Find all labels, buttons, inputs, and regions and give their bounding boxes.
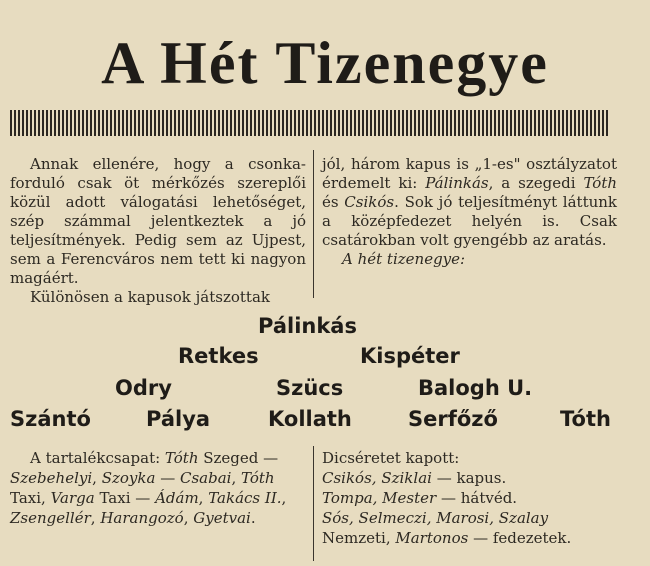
- player-name: Takács II.: [208, 489, 282, 507]
- praise-line: [322, 528, 617, 548]
- text: Taxi —: [94, 489, 156, 507]
- praise-line: [322, 468, 617, 488]
- player-name: Szoyka: [101, 469, 156, 487]
- text: . Sok jó teljesítményt láttunk a középfedezet helyén is. Csak csatárokban volt gyengébb az aratás.: [322, 193, 618, 249]
- text: ,: [90, 509, 101, 527]
- reserves-paragraph: [10, 448, 306, 528]
- text: .: [250, 509, 256, 527]
- praise-line: [322, 508, 617, 528]
- player-back: Retkes: [178, 344, 259, 368]
- player-name: Szebehelyi: [10, 469, 93, 487]
- player-forward: Serfőző: [408, 407, 498, 431]
- player-name: Pálinkás: [425, 174, 489, 192]
- player-name: Varga: [50, 489, 95, 507]
- player-goalkeeper: Pálinkás: [258, 314, 357, 338]
- subheading: A hét tizenegye:: [342, 250, 466, 268]
- text: ,: [183, 509, 194, 527]
- player-half: Odry: [115, 376, 172, 400]
- reserves-column: [10, 448, 306, 528]
- player-forward: Tóth: [560, 407, 611, 431]
- text: jól, három kapus is „1-es" osztályzatot érdemelt ki:: [322, 155, 617, 192]
- text: Szeged —: [198, 449, 279, 467]
- player-names: Csikós, Sziklai: [322, 469, 432, 487]
- text: A tartalékcsapat:: [30, 449, 165, 467]
- player-names: Sós, Selmeczi, Marosi, Szalay: [322, 509, 549, 527]
- player-name: Tóth: [583, 174, 618, 192]
- text: — fedezetek.: [468, 529, 572, 547]
- text: és: [322, 193, 345, 211]
- text: Taxi,: [10, 489, 51, 507]
- text: ,: [231, 469, 241, 487]
- player-name: Harangozó: [100, 509, 184, 527]
- player-name: Tóth: [240, 469, 275, 487]
- column-divider: [313, 150, 314, 298]
- paragraph: Különösen a kapusok játszottak: [30, 288, 270, 306]
- text: , a szegedi: [488, 174, 584, 192]
- text: ,: [281, 489, 287, 507]
- player-names: Tompa, Mester: [322, 489, 437, 507]
- text: Nemzeti,: [322, 529, 396, 547]
- player-names: Martonos: [395, 529, 469, 547]
- player-back: Kispéter: [360, 344, 460, 368]
- column-divider: [313, 446, 314, 561]
- player-name: Csabai: [179, 469, 232, 487]
- player-forward: Pálya: [146, 407, 211, 431]
- text: — kapus.: [431, 469, 507, 487]
- player-half: Szücs: [276, 376, 344, 400]
- player-name: Tóth: [164, 449, 199, 467]
- player-name: Zsengellér: [10, 509, 91, 527]
- paragraph: [322, 155, 617, 250]
- text: ,: [92, 469, 102, 487]
- player-forward: Szántó: [10, 407, 91, 431]
- team-lineup: [0, 310, 650, 440]
- decorative-rule: [10, 110, 610, 136]
- article-left-column: [10, 155, 306, 307]
- text: — hátvéd.: [436, 489, 518, 507]
- headline: A Hét Tizenegye: [101, 30, 549, 96]
- praise-line: [322, 488, 617, 508]
- text: —: [155, 469, 180, 487]
- praise-intro: Dicséretet kapott:: [322, 449, 460, 467]
- player-forward: Kollath: [268, 407, 352, 431]
- text: ,: [198, 489, 209, 507]
- paragraph: Annak ellenére, hogy a csonka-forduló csak öt mérkőzés szereplői közül adott válogatási lehetőséget, szép számmal jelentkeztek a jó teljesítmények. Pedig sem az Ujpest, sem a Ferencváros nem tett ki nagyon magáért.: [10, 155, 306, 287]
- player-name: Gyetvai: [193, 509, 251, 527]
- praise-column: [322, 448, 617, 548]
- article-right-column: [322, 155, 617, 269]
- player-name: Ádám: [155, 489, 199, 507]
- player-half: Balogh U.: [418, 376, 533, 400]
- player-name: Csikós: [344, 193, 395, 211]
